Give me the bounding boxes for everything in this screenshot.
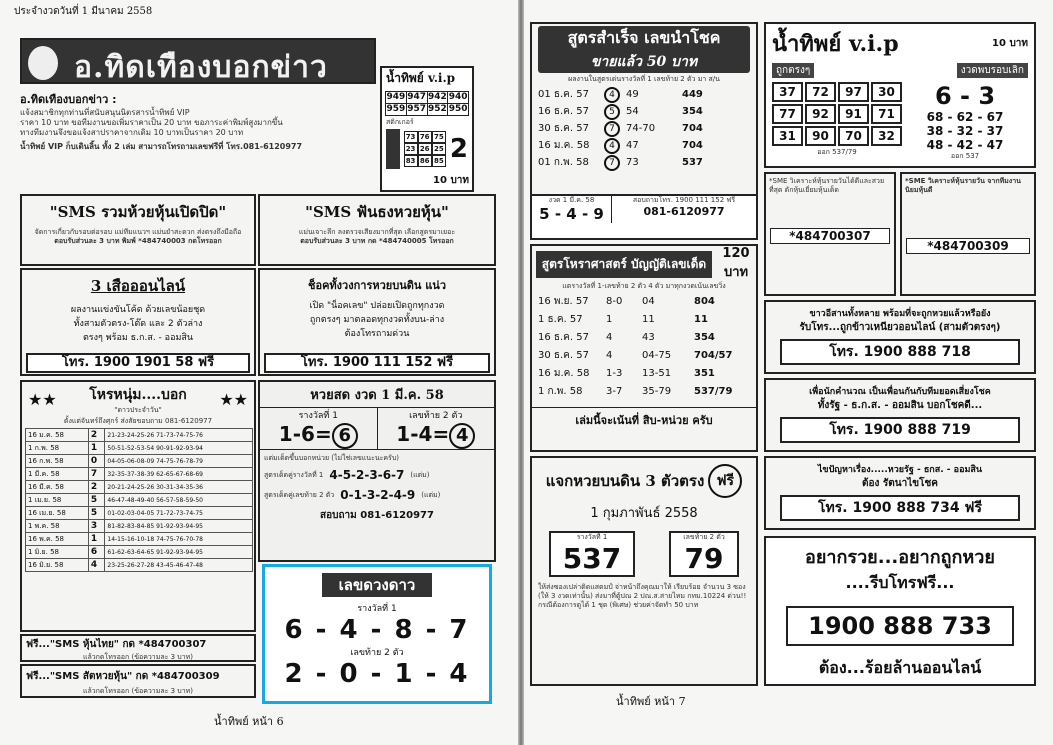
sms2-body: แม่นเจาะลึก ลงตรวจเสียงมากที่สุด เลือกสูตรมาเยอะ	[298, 228, 456, 236]
draw-lbl-1: รางวัลที่ 1	[298, 411, 338, 421]
horo-date: 16 มิ.ย. 58	[26, 559, 89, 572]
horo-num: 5	[88, 494, 105, 507]
star-lbl-1: รางวัลที่ 1	[357, 604, 397, 614]
num: 73	[404, 131, 418, 143]
vip-grid-cell: 90	[805, 126, 836, 146]
formula2-date: 16 พ.ย. 57	[538, 296, 589, 307]
formula-date: 30 ธ.ค. 57	[538, 123, 589, 134]
ad-phone[interactable]: โทร. 1900 888 734 ฟรี	[780, 495, 1020, 521]
formula-out: 704	[682, 123, 703, 134]
horo-row	[26, 546, 253, 559]
formula2-pair: 35-79	[642, 386, 672, 397]
formula-2-value: 0-1-3-2-4-9	[340, 488, 416, 502]
horo-out: 50-51-52-53-54 90-91-92-93-94	[105, 442, 253, 455]
formula-date: 16 ธ.ค. 57	[538, 106, 589, 117]
horo-row	[26, 507, 253, 520]
vip-price: 10 บาท	[992, 38, 1028, 49]
checkall-mid: เปิด "น็อคเลข" ปล่อยเปิดถูกทุกงวด	[309, 301, 445, 311]
formula-key: 5	[604, 104, 620, 120]
horo-out: 23-25-26-27-28 43-45-46-47-48	[105, 559, 253, 572]
formula-row	[538, 103, 750, 120]
formula2-row	[538, 311, 750, 329]
formula2-out: 537/79	[694, 386, 733, 397]
right-page	[524, 0, 1053, 745]
formula-out: 537	[682, 157, 703, 168]
draw-note: แต่มเด็ดขึ้นบอกหน่วย (ไม่ใช่เลขแนะนะครับ)	[260, 449, 494, 465]
vip-line-3: 48 - 42 - 47	[926, 138, 1004, 152]
sms3-note: แล้วกดโทรออก (ข้อความละ 3 บาท)	[82, 653, 194, 661]
formula-phone: 081-6120977	[643, 205, 725, 218]
sms4-note: แล้วกดโทรออก (ข้อความละ 3 บาท)	[82, 687, 194, 695]
formula-bottom-nums: 5 - 4 - 9	[539, 205, 604, 223]
vip-grid-cell: 77	[772, 104, 803, 124]
formula2-run: 4	[606, 350, 613, 361]
vip-line-2: 38 - 32 - 37	[926, 124, 1004, 138]
formula-date: 16 ม.ค. 58	[538, 140, 590, 151]
sms3-label: ฟรี..."SMS หุ้นไทย" กด *484700307	[26, 639, 207, 650]
page-footer-left: น้ำทิพย์ หน้า 6	[214, 715, 284, 728]
formula2-run: 4	[606, 332, 613, 343]
free-body: ให้ส่งซองเปล่าติดแสตมป์ จ่าหน้าถึงคุณมาให้ เรียบร้อย จำนวน 3 ซอง (ให้ 3 งวดเท่านั้น) ส่งมาที่ตู้ปณ 2 ปณ.ส.สายไหม กทม.10224 ด่วน!! กรณีต้องการดูได้ 1 ชุด (พิเศษ) ช่วยค่าจัดทำ 50 บาท	[538, 583, 747, 609]
free-num-1: 537	[562, 542, 622, 575]
grid-cell: 950	[448, 104, 468, 114]
mini-mag-label: สติกเกอร์	[386, 118, 414, 126]
horo-row	[26, 468, 253, 481]
sms4-label: ฟรี..."SMS สัตหวยหุ้น" กด *484700309	[26, 671, 220, 682]
left-page	[0, 0, 518, 745]
ad-top: เพื่อนักคำนวณ เป็นเพื่อนกันกับทีมยอดเสี่ยงโชค	[809, 387, 991, 397]
horo-date: 16 ม.ค. 58	[26, 429, 89, 442]
free-title: แจกหวยบนดิน 3 ตัวตรง	[545, 472, 705, 490]
sme-box-2	[900, 172, 1036, 296]
formula2-row	[538, 347, 750, 365]
formula-row	[538, 137, 750, 154]
formula-key: 7	[604, 121, 620, 137]
vip-grid-cell: 32	[871, 126, 902, 146]
formula-2-label: สูตรเด็ดคู่เลขท้าย 2 ตัว	[264, 490, 335, 499]
ad-mid: ต้อง รัตนาไขโชค	[862, 478, 938, 489]
big-ad	[764, 536, 1036, 686]
vip-grid-cell: 72	[805, 82, 836, 102]
intro-heading: อ.ทิดเทืองบอกข่าว :	[20, 93, 117, 106]
formula2-row	[538, 365, 750, 383]
vip-big: 6 - 3	[934, 82, 996, 110]
sms-box-1	[20, 194, 256, 266]
formula-out: 449	[682, 89, 703, 100]
formula-row	[538, 120, 750, 137]
big-ad-phone[interactable]: 1900 888 733	[786, 606, 1014, 646]
horo-box	[20, 380, 256, 632]
ad-box	[764, 378, 1036, 452]
horo-contact: ตั้งแต่จันทร์ถึงศุกร์ ส่งสัยขอบถาม 081-6120977	[63, 417, 213, 425]
formula-bottom-label: งวด 1 มี.ค. 58	[548, 196, 595, 204]
horo-row	[26, 520, 253, 533]
horo-out: 14-15-16-10-18 74-75-76-70-78	[105, 533, 253, 546]
horo-out: 04-05-06-08-09 74-75-76-78-79	[105, 455, 253, 468]
formula2-out: 804	[694, 296, 715, 307]
banner	[20, 38, 376, 84]
horo-date: 1 มี.ค. 58	[26, 468, 89, 481]
free-lbl-1: รางวัลที่ 1	[576, 533, 608, 541]
grid-cell: 952	[427, 104, 447, 114]
mini-mag-grid	[385, 91, 469, 116]
ad-box	[764, 456, 1036, 530]
formula2-date: 1 ธ.ค. 57	[538, 314, 583, 325]
vip-grid-cell: 30	[871, 82, 902, 102]
star-num-1: 6 - 4 - 8 - 7	[284, 615, 470, 645]
tigers-line-1: ผลงานแข่งขันโค้ด ด้วยเลขน้อยชุด	[70, 305, 206, 315]
formula-title: สูตรสำเร็จ เลขนำโชค	[567, 28, 721, 47]
formula2-run: 1	[606, 314, 613, 325]
banner-title: อ.ทิดเทืองบอกข่าว	[74, 50, 328, 84]
horo-num: 2	[88, 481, 105, 494]
checkall-line-3: ต้องโทรถามด่วน	[344, 329, 410, 339]
horo-date: 16 เม.ย. 58	[26, 507, 89, 520]
formula2-out: 704/57	[694, 350, 733, 361]
num: 75	[432, 131, 446, 143]
free-box	[530, 456, 758, 686]
vip-sub-2: งวดพบรอบเลิก	[957, 63, 1028, 78]
formula-out: 704	[682, 140, 703, 151]
checkall-phone[interactable]: โทร. 1900 111 152 ฟรี	[264, 353, 490, 373]
mini-mag-title: น้ำทิพย์ v.i.p	[386, 71, 456, 85]
sme2-code: *484700309	[906, 238, 1030, 254]
horo-num: 0	[88, 455, 105, 468]
horo-out: 21-23-24-25-26 71-73-74-75-76	[105, 429, 253, 442]
horo-title: โหรหนุ่ม....บอก	[89, 387, 187, 403]
draw-lbl-2: เลขท้าย 2 ตัว	[409, 411, 463, 421]
formula2-date: 16 ม.ค. 58	[538, 368, 590, 379]
grid-cell: 957	[407, 104, 427, 114]
tigers-line-2: ทั้งสามตัวตรง-โต๊ด และ 2 ตัวล่าง	[73, 319, 203, 329]
intro-line-2: ราคา 10 บาท ขอทีมงานขอเพิ่มราคาเป็น 20 บาท ขอภาระค่าพิมพ์สูงมากขึ้น	[20, 118, 283, 127]
ad-top: ขาวอีสานทั้งหลาย พร้อมที่จะถูกหวยแล้วหรือยัง	[809, 309, 991, 319]
draw-pair-1: 1-6	[278, 422, 315, 446]
mini-mag-price: 10 บาท	[433, 175, 469, 186]
num: 26	[418, 143, 432, 155]
horo-date: 1 ก.พ. 58	[26, 442, 89, 455]
star-numbers-box	[262, 564, 492, 704]
horo-out: 01-02-03-04-05 71-72-73-74-75	[105, 507, 253, 520]
horo-row	[26, 442, 253, 455]
formula2-price: 120 บาท	[722, 246, 750, 280]
formula2-pair: 43	[642, 332, 655, 343]
mini-magazine	[380, 66, 474, 192]
mini-mag-big: 2	[449, 134, 468, 164]
free-num-2: 79	[684, 542, 724, 575]
vip-grid-cell: 37	[772, 82, 803, 102]
formula-pair: 73	[626, 157, 639, 168]
horo-num: 3	[88, 520, 105, 533]
horo-date: 16 ก.พ. 58	[26, 455, 89, 468]
star-icon: ★★	[28, 390, 57, 409]
tigers-title: 3 เสือออนไลน์	[90, 277, 186, 295]
grid-cell: 949	[386, 92, 406, 102]
horo-date: 1 พ.ค. 58	[26, 520, 89, 533]
formula2-pair: 04-75	[642, 350, 672, 361]
intro-line-1: แจ้งสมาชิกทุกท่านที่สนับสนุนนิตรสารน้ำทิพย์ VIP	[20, 108, 190, 117]
vip-title: น้ำทิพย์ v.i.p	[772, 31, 899, 57]
draw-pair-2: 1-4	[396, 422, 433, 446]
horo-date: 16 มี.ค. 58	[26, 481, 89, 494]
formula-pair: 54	[626, 106, 639, 117]
horo-row	[26, 559, 253, 572]
formula-rows	[532, 84, 756, 173]
big-ad-line-1: อยากรวย...อยากถูกหวย	[805, 547, 995, 568]
grid-cell: 947	[407, 92, 427, 102]
horo-num: 1	[88, 442, 105, 455]
formula2-pair: 13-51	[642, 368, 672, 379]
formula-row	[538, 86, 750, 103]
formula2-date: 16 ธ.ค. 57	[538, 332, 589, 343]
big-ad-line-3: ต้อง...ร้อยล้านออนไลน์	[818, 658, 982, 677]
tigers-line-3: ตรงๆ พร้อม ธ.ก.ส. - ออมสิน	[82, 333, 194, 343]
formula-ask: สอบถามโทร. 1900 111 152 ฟรี	[632, 196, 736, 204]
horo-num: 1	[88, 533, 105, 546]
formula2-run: 3-7	[606, 386, 623, 397]
vip-grid-cell: 70	[838, 126, 869, 146]
formula2-out: 351	[694, 368, 715, 379]
horo-row	[26, 481, 253, 494]
formula2-row	[538, 329, 750, 347]
horo-date: 1 มิ.ย. 58	[26, 546, 89, 559]
horo-num: 5	[88, 507, 105, 520]
horo-num: 2	[88, 429, 105, 442]
vip-grid	[772, 82, 902, 146]
horo-date: 1 เม.ย. 58	[26, 494, 89, 507]
horo-out: 46-47-48-49-40 56-57-58-59-50	[105, 494, 253, 507]
star-icon: ★★	[219, 390, 248, 409]
num: 76	[418, 131, 432, 143]
vip-sub-1: ถูกตรงๆ	[772, 63, 814, 78]
formula-row	[538, 154, 750, 171]
vip-out-2: ออก 537	[950, 152, 980, 160]
sms2-code: ตอบรับส่วนละ 3 บาท กด *484740005 โทรออก	[300, 237, 454, 245]
num: 25	[432, 143, 446, 155]
vip-line-1: 68 - 62 - 67	[926, 110, 1004, 124]
vip-grid-cell: 91	[838, 104, 869, 124]
star-num-2: 2 - 0 - 1 - 4	[284, 659, 470, 689]
vip-grid-cell: 92	[805, 104, 836, 124]
star-title: เลขดวงดาว	[322, 573, 432, 597]
formula2-box	[530, 244, 758, 452]
sme-box-1	[764, 172, 896, 296]
free-badge: ฟรี	[708, 464, 742, 498]
ad-mid: รับโทร...ถูกข้าวเหนียวออนไลน์ (สามตัวตรงๆ)	[799, 322, 1001, 333]
draw-circle-1: 6	[332, 423, 358, 449]
horo-table	[25, 428, 253, 572]
formula2-row	[538, 293, 750, 311]
page-header: ประจำงวดวันที่ 1 มีนาคม 2558	[14, 6, 153, 17]
num: 86	[418, 155, 432, 167]
ad-mid: ทั้งรัฐ - ธ.ก.ส. - ออมสิน บอกโชคดี...	[817, 400, 983, 411]
grid-cell: 940	[448, 92, 468, 102]
sms-box-3	[20, 634, 256, 662]
sme1-text: *SME วิเคราะห์หุ้นรายวันได้ดีและสวยที่สุด ดักหุ้นเยี่ยมหุ้นเด็ด	[769, 177, 885, 194]
formula2-note: แตรางวัลที่ 1-เลขท้าย 2 ตัว 4 ตัว มาทุกงวดเน้นเลขวิ่ง	[562, 282, 726, 290]
horo-num: 6	[88, 546, 105, 559]
vip-grid-cell: 31	[772, 126, 803, 146]
vip-grid-cell: 71	[871, 104, 902, 124]
sms-box-2	[258, 194, 496, 266]
horo-sub: "ดาวประจำวัน"	[114, 406, 162, 414]
sms-box-4	[20, 664, 256, 698]
checkall-line-1: ช็อคทั้งวงการหวยบนดิน แน่ว	[308, 279, 446, 292]
horo-row	[26, 533, 253, 546]
formula-1-label: สูตรเด็ดคู่รางวัลที่ 1	[264, 470, 324, 479]
num: 23	[404, 143, 418, 155]
ad-top: ไขปัญหาเรื่อง.....หวยรัฐ - ธกส. - ออมสิน	[817, 465, 983, 475]
mini-mag-nums	[404, 131, 446, 167]
formula-2-suffix: (แต่ม)	[421, 490, 441, 499]
sms1-code: ตอบรับส่วนละ 3 บาท พิมพ์ *484740003 กดโทรออก	[54, 237, 222, 245]
sms2-title: "SMS ฟันธงหวยหุ้น"	[305, 203, 449, 221]
draw-circle-2: 4	[449, 423, 475, 449]
horo-row	[26, 455, 253, 468]
formula-bottom	[530, 194, 758, 240]
vip-grid-cell: 97	[838, 82, 869, 102]
formula-key: 7	[604, 155, 620, 171]
formula-key: 4	[604, 87, 620, 103]
horo-out: 20-21-24-25-26 30-31-34-35-36	[105, 481, 253, 494]
sms1-body: จัดการเกี่ยวกับรอบต่อรอบ แม่ทีมแนวฯ แม่นยำสะดวก ส่งตรงถึงมือถือ	[34, 228, 242, 236]
formula-pair: 47	[626, 140, 639, 151]
formula2-footer: เล่มนี้จะเน้นที่ สิบ-หน่วย ครับ	[532, 407, 756, 429]
intro-line-4: น้ำทิพย์ VIP ก็บเดินลิ้น ทั้ง 2 เล่ม สามารถโทรถามเลขฟรีที่ โทร.081-6120977	[20, 142, 303, 151]
horo-row	[26, 494, 253, 507]
horo-date: 16 พ.ค. 58	[26, 533, 89, 546]
formula-key: 4	[604, 138, 620, 154]
big-ad-line-2: ....รีบโทรฟรี...	[845, 573, 955, 592]
formula-date: 01 ก.พ. 58	[538, 157, 589, 168]
formula-1-value: 4-5-2-3-6-7	[329, 468, 405, 482]
formula2-run: 8-0	[606, 296, 623, 307]
formula2-date: 1 ก.พ. 58	[538, 386, 583, 397]
page-footer-right: น้ำทิพย์ หน้า 7	[616, 695, 686, 708]
star-lbl-2: เลขท้าย 2 ตัว	[350, 648, 404, 658]
ad-phone[interactable]: โทร. 1900 888 719	[780, 417, 1020, 443]
formula2-pair: 11	[642, 314, 655, 325]
free-lbl-2: เลขท้าย 2 ตัว	[683, 533, 725, 541]
formula-out: 354	[682, 106, 703, 117]
intro-text	[20, 88, 376, 188]
vip-box	[764, 22, 1036, 168]
sme1-code: *484700307	[770, 228, 890, 244]
grid-cell: 959	[386, 104, 406, 114]
draw-ask: สอบถาม 081-6120977	[320, 510, 434, 521]
formula-pair: 74-70	[626, 123, 656, 134]
formula-note: ผลงานในสูตรเด่นรางวัลที่ 1 เลขท้าย 2 ตัว มา ส/น	[568, 75, 720, 83]
ad-phone[interactable]: โทร. 1900 888 718	[780, 339, 1020, 365]
horo-out: 81-82-83-84-85 91-92-93-94-95	[105, 520, 253, 533]
formula-date: 01 ธ.ค. 57	[538, 89, 589, 100]
tigers-phone[interactable]: โทร. 1900 1901 58 ฟรี	[26, 353, 250, 373]
formula2-pair: 04	[642, 296, 655, 307]
draw-box: หวยสด งวด 1 มี.ค. 58 รางวัลที่ 1 1-6= 6 เลขท้าย 2 ตัว 1-4= 4 แต่มเด็ดขึ้นบอกหน่วย (ไม่ใช่เลขแนะนะครับ) สูตรเด็ดคู่รางวัลที่ 1 4-5-2-3-6-7 (แต่ม) สูตรเด็ดคู่เลขท้าย 2 ตัว 0-1-3-2-4-9 (แต่ม) สอบถาม 081-6120977	[258, 380, 496, 562]
formula-pair: 49	[626, 89, 639, 100]
num: 85	[432, 155, 446, 167]
formula2-row	[538, 383, 750, 401]
sms1-title: "SMS รวมห้วยหุ้นเปิดปิด"	[49, 203, 227, 221]
horo-out: 61-62-63-64-65 91-92-93-94-95	[105, 546, 253, 559]
mini-mag-stripe	[386, 129, 400, 169]
formula2-date: 30 ธ.ค. 57	[538, 350, 589, 361]
formula2-run: 1-3	[606, 368, 623, 379]
sme2-text: *SME วิเคราะห์หุ้นรายวัน จากทีมงาน นิยมหุ้นดี	[905, 177, 1021, 194]
checkall-line-2: ถูกตรงๆ มาตลอดทุกงวดทั้งบน-ล่าง	[309, 315, 445, 325]
free-date: 1 กุมภาพันธ์ 2558	[590, 506, 698, 521]
draw-title: หวยสด งวด 1 มี.ค. 58	[310, 388, 444, 403]
formula2-rows	[532, 291, 756, 403]
formula-subtitle: ขายแล้ว 50 บาท	[590, 54, 698, 70]
horo-num: 4	[88, 559, 105, 572]
horo-out: 32-35-37-38-39 62-65-67-68-69	[105, 468, 253, 481]
formula-1-suffix: (แต่ม)	[410, 470, 430, 479]
formula2-out: 11	[694, 314, 708, 325]
ad-box	[764, 300, 1036, 374]
formula2-title: สูตรโหราศาสตร์ บัญญัติเลขเด็ด	[536, 251, 712, 278]
mascot-icon	[28, 46, 58, 80]
horo-row	[26, 429, 253, 442]
grid-cell: 942	[427, 92, 447, 102]
num: 83	[404, 155, 418, 167]
formula2-out: 354	[694, 332, 715, 343]
intro-line-3: ทางทีมงานจึงขอแจ้งสาปราคาจากเดิม 10 บาทเป็นราคา 20 บาท	[20, 128, 244, 137]
vip-out-1: ออก 537/79	[817, 148, 857, 156]
horo-num: 7	[88, 468, 105, 481]
